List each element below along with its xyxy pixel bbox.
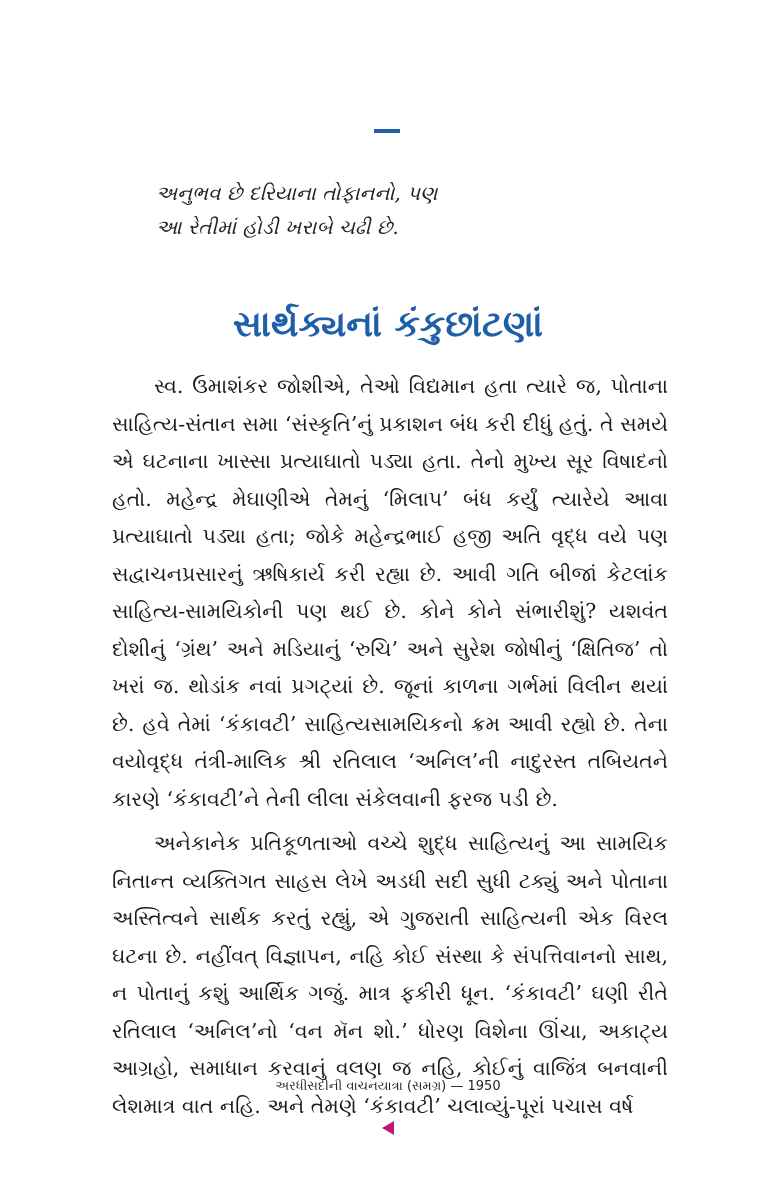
page-footer: અરધીસદીની વાચનયાત્રા (સમગ્ર) — 1950 (275, 1079, 501, 1094)
epigraph-line: અનુભવ છે દરિયાના તોફાનનો, પણ (156, 181, 438, 205)
previous-page-arrow-icon[interactable] (382, 1121, 394, 1135)
epigraph (156, 176, 576, 244)
paragraph: અનેકાનેક પ્રતિકૂળતાઓ વચ્ચે શુદ્ધ સાહિત્યનું આ સામયિક નિતાન્ત વ્યક્તિગત સાહસ લેખે અડધી સદી સુધી ટક્યું અને પોતાના અસ્તિત્વને સાર્થક કરતું રહ્યું, એ ગુજરાતી સાહિત્યની એક વિરલ ઘટના છે. નહીંવત્ વિજ્ઞાપન, નહિ કોઈ સંસ્થા કે સંપત્તિવાનનો સાથ, ન પોતાનું કશું આર્થિક ગજું. માત્ર ફકીરી ધૂન. ‘કંકાવટી’ ઘણી રીતે રતિલાલ ‘અનિલ’નો ‘વન મૅન શો.’ ધોરણ વિશેના ઊંચા, અકાટ્ય આગ્રહો, સમાધાન કરવાનું વલણ જ નહિ, કોઈનું વાજિંત્ર બનવાની લેશમાત્ર વાત નહિ. અને તેમણે ‘કંકાવટી’ ચલાવ્યું-પૂરાં પચાસ વર્ષ (112, 831, 668, 1118)
epigraph-line: આ રેતીમાં હોડી ખરાબે ચઢી છે. (156, 215, 399, 239)
chapter-title: સાર્થક્યનાં કંકુછાંટણાં (232, 304, 544, 345)
paragraph: સ્વ. ઉમાશંકર જોશીએ, તેઓ વિદ્યમાન હતા ત્યારે જ, પોતાના સાહિત્ય-સંતાન સમા ‘સંસ્કૃતિ’નું પ્રકાશન બંધ કરી દીધું હતું. તે સમયે એ ઘટનાના ખાસ્સા પ્રત્યાઘાતો પડ્યા હતા. તેનો મુખ્ય સૂર વિષાદનો હતો. મહેન્દ્ર મેઘાણીએ તેમનું ‘મિલાપ’ બંધ કર્યું ત્યારેયે આવા પ્રત્યાઘાતો પડ્યા હતા; જોકે મહેન્દ્રભાઈ હજી અતિ વૃદ્ધ વયે પણ સદ્વાચનપ્રસારનું ઋષિકાર્ય કરી રહ્યા છે. આવી ગતિ બીજાં કેટલાંક સાહિત્ય-સામયિકોની પણ થઈ છે. કોને કોને સંભારીશું? યશવંત દોશીનું ‘ગ્રંથ’ અને મડિયાનું ‘રુચિ’ અને સુરેશ જોષીનું ‘ક્ષિતિજ’ તો ખરાં જ. થોડાંક નવાં પ્રગટ્યાં છે. જૂનાં કાળના ગર્ભમાં વિલીન થયાં છે. હવે તેમાં ‘કંકાવટી’ સાહિત્યસામયિકનો ક્રમ આવી રહ્યો છે. તેના વયોવૃદ્ધ તંત્રી-માલિક શ્રી રતિલાલ ‘અનિલ’ની નાદુરસ્ત તબિયતને કારણે ‘કંકાવટી’ને તેની લીલા સંકેલવાની ફરજ પડી છે. (112, 374, 668, 811)
section-divider-dash (374, 129, 400, 133)
article-body (112, 368, 668, 1132)
